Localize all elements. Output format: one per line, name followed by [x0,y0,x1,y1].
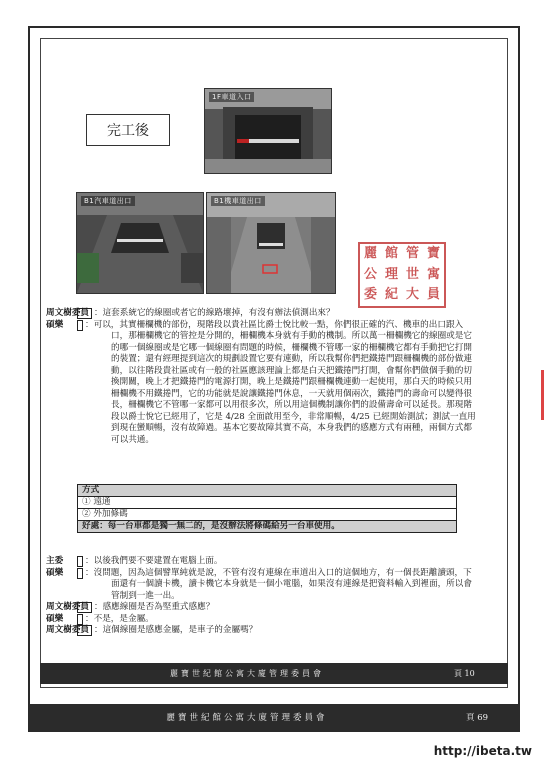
watermark-url: http://ibeta.tw [433,744,532,758]
dialogue-line [46,613,477,626]
photo-b1-moto-exit-image [207,193,335,293]
photo-1f-entrance [204,88,332,174]
inner-footer-title: 麗寶世紀館公寓大廈管理委員會 [170,669,324,678]
methods-table [77,484,457,533]
speaker-label: 周文樹委員 [77,625,92,636]
seal-char: 管 [405,246,419,261]
dialogue-line [46,308,477,320]
photo-b1-moto-exit [206,192,336,294]
dialogue-text: ：感應線圈是否為堅重式感應？ [93,602,215,612]
method-item: ① 遠通 [78,497,457,509]
methods-benefit-note: 好處：每一台車都是獨一無二的，是沒辦法將條碼給另一台車使用。 [78,521,457,533]
seal-char: 麗 [363,246,377,261]
seal-char: 員 [426,287,440,303]
dialogue-line [46,556,477,568]
speaker-label: 周文樹委員 [77,308,92,319]
speaker-label: 碩樂 [77,320,83,331]
dialogue-line [46,567,477,603]
seal-char: 世 [405,266,419,282]
dialogue-line [46,602,477,614]
speaker-label: 碩樂 [77,568,83,579]
seal-char: 館 [384,246,398,261]
section-title: 完工後 [86,114,170,146]
dialogue-block-2 [46,556,477,637]
photo-b1-car-exit-image [77,193,203,293]
inner-footer-bar [40,663,508,684]
seal-char: 大 [405,287,419,303]
dialogue-line [46,625,477,637]
speaker-label: 主委 [77,556,83,567]
outer-footer-title: 麗寶世紀館公寓大廈管理委員會 [166,713,328,723]
seal-char: 紀 [384,287,398,303]
photo-b1-car-label: B1汽車道出口 [81,196,135,206]
dialogue-text: ：這個線圈是感應金屬，是車子的金屬嗎？ [93,625,258,635]
seal-char: 理 [384,266,398,282]
dialogue-text: ：可以，其實柵欄機的部份，現階段以貴社區比爵士悅比較一點，你們很正確的汽、機車的出口跟入口，那柵欄機它的管控是分開的，柵欄機本身就有手動的機制。所以萬一柵欄機它的線圈或是它的哪一個線圈或是它哪一個線圈有問題的時候，柵欄機不管哪一家的柵欄機它都有手動把它打開的裝置；還有經理提到這次的規劃設置它要有連動，所以我幫你們把鐵捲門跟柵欄機的部份做連動，以往階段貴社區或有一般的社區應該理論上都是白天把鐵捲門打開，會幫你們做個手動的切換開關，晚上才把鐵捲門的電源打開，晚上是鐵捲門跟柵欄機連動一起使用，那白天的時候只用柵欄機不用鐵捲門，它的功能就是說讓鐵捲門休息，一天就用個兩次，鐵捲門的壽命可以變得很長，柵欄機它不管哪一家都可以用很多次，所以用這個機制讓你們的設備壽命可以延長。那現階段以爵士悅它已經用了，它是 4/28 全面啟用至今，非常順暢，4/25 已經開始測試；測試一直用到現在蠻順暢，沒有故障過。基本它要故障其實不高，本身我們的感應方式有兩種，兩個方式都可以共通。 [85,319,476,445]
outer-footer-page-number: 頁 69 [466,713,489,723]
methods-header: 方式 [78,485,457,497]
dialogue-text: ：沒問題，因為這個譬單純就是說，不管有沒有連線在車道出入口的這個地方，有一個長距離讀頭，下面還有一個讀卡機，讀卡機它本身就是一個小電腦，如果沒有連線是把資料輸入到裡面，所以會管制到一進一出。 [85,567,472,601]
seal-char: 寓 [426,266,440,282]
photo-b1-moto-label: B1機車道出口 [211,196,265,206]
outer-footer-bar [28,704,520,730]
seal-char: 委 [363,287,377,303]
seal-char: 公 [363,266,377,282]
method-item: ② 外加條碼 [78,509,457,521]
speaker-label: 碩樂 [77,614,83,625]
dialogue-text: ：以後我們要不要建置在電腦上面。 [85,556,223,566]
dialogue-block-1 [46,308,477,446]
inner-footer-page-number: 頁 10 [454,669,475,678]
photo-1f-label: 1F車道入口 [209,92,254,102]
dialogue-text: ：不是，是金屬。 [85,613,154,624]
dialogue-text: ：這套系統它的線圈或者它的線路壞掉，有沒有辦法偵測出來？ [93,308,335,318]
committee-seal-stamp [358,242,446,308]
photo-b1-car-exit [76,192,204,294]
seal-char: 寶 [426,246,440,261]
dialogue-line [46,319,477,447]
speaker-label: 周文樹委員 [77,602,92,613]
